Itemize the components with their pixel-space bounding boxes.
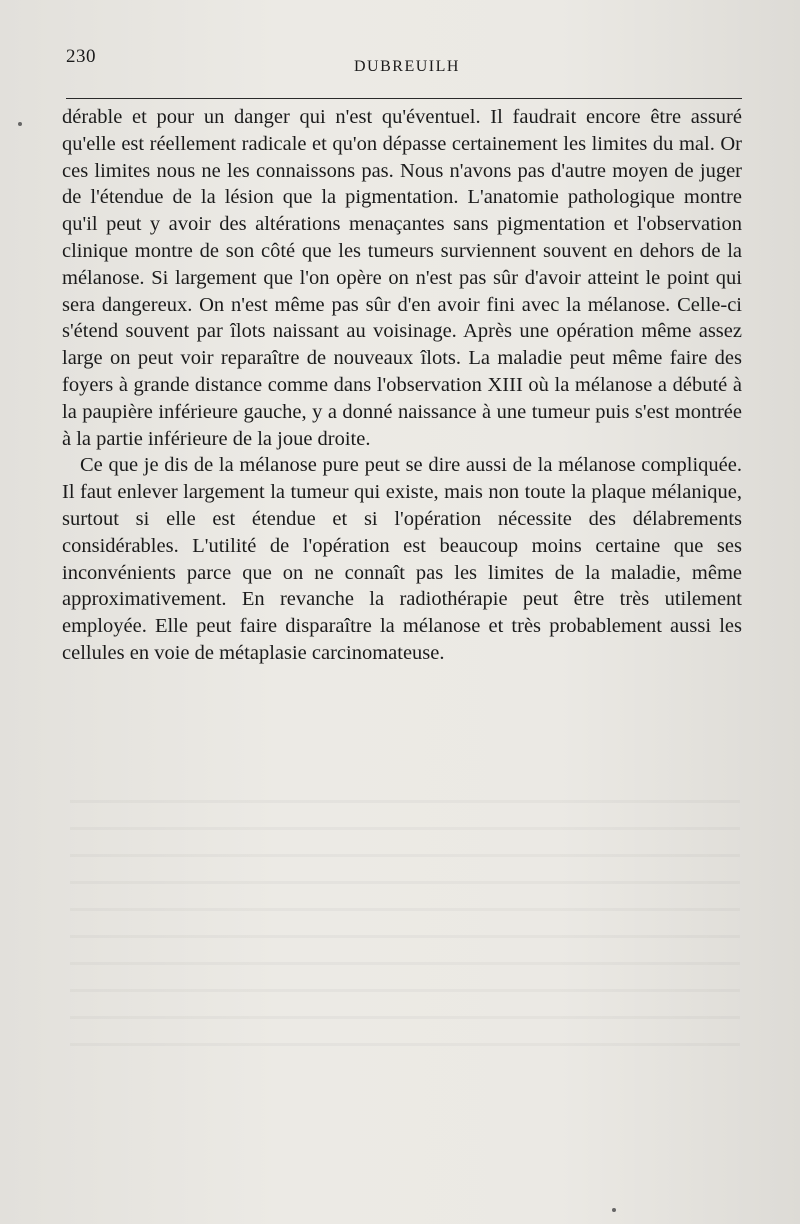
running-head: DUBREUILH (354, 58, 460, 75)
paragraph-continued: dérable et pour un danger qui n'est qu'éventuel. Il faudrait encore être assuré qu'elle est réellement radicale et qu'on dépasse certainement les limites du mal. Or ces limites nous ne les connaissons pas. Nous n'avons pas d'autre moyen de juger de l'étendue de la lésion que la pigmentation. L'anatomie pathologique montre qu'il peut y avoir des altérations menaçantes sans pigmentation et l'observation clinique montre de son côté que les tumeurs surviennent souvent en dehors de la mélanose. Si largement que l'on opère on n'est pas sûr d'avoir atteint le point qui sera dangereux. On n'est même pas sûr d'en avoir fini avec la mélanose. Celle-ci s'étend souvent par îlots naissant au voisinage. Après une opération même assez large on peut voir reparaître de nouveaux îlots. La maladie peut même faire des foyers à grande distance comme dans l'observation XIII où la mélanose a débuté à la paupière inférieure gauche, y a donné naissance à une tumeur puis s'est montrée à la partie inférieure de la joue droite. (62, 106, 742, 450)
paper-speck (18, 122, 22, 126)
header-rule (66, 98, 742, 99)
paper-speck (612, 1208, 616, 1212)
show-through-shadow (70, 800, 740, 1060)
body-text (62, 104, 742, 667)
page-number: 230 (66, 46, 96, 67)
page-header (66, 46, 742, 80)
paragraph-complicated-melanosis: Ce que je dis de la mélanose pure peut se dire aussi de la mélanose compliquée. Il faut enlever largement la tumeur qui existe, mais non toute la plaque mélanique, surtout si elle est étendue et si l'opération nécessite des délabrements considérables. L'utilité de l'opération est beaucoup moins certaine que ses inconvénients parce que on ne connaît pas les limites de la maladie, même approximativement. En revanche la radiothérapie peut être très utilement employée. Elle peut faire disparaître la mélanose et très probablement aussi les cellules en voie de métaplasie carcinomateuse. (62, 454, 742, 664)
